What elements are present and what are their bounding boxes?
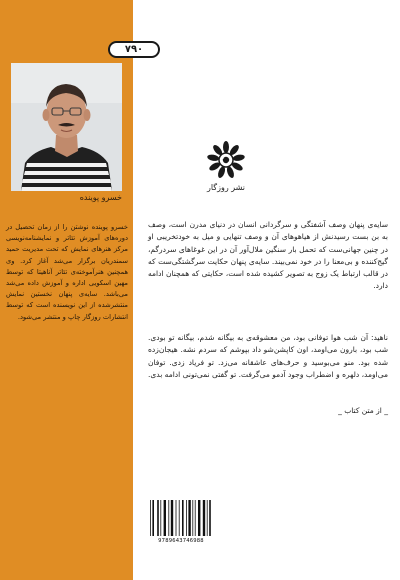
author-panel xyxy=(0,0,133,580)
barcode-bar xyxy=(203,500,205,536)
barcode-bar xyxy=(198,500,200,536)
barcode-bar xyxy=(195,500,196,536)
author-photo xyxy=(11,63,122,191)
barcode-bar xyxy=(186,500,187,536)
excerpt-source: _ از متن کتاب _ xyxy=(338,406,388,415)
barcode xyxy=(148,499,214,537)
barcode-bar xyxy=(150,500,151,536)
barcode-bar xyxy=(207,500,208,536)
barcode-bar xyxy=(188,500,190,536)
price-tag: ۷۹۰ xyxy=(108,41,160,58)
barcode-bar xyxy=(192,500,193,536)
book-blurb: سایه‌ی پنهان وصف آشفتگی و سرگردانی انسان در دنیای مدرن است، وصف به بن بست رسیدنش از هیاهوهای آن و وصف تنهایی و میل به خودتخریبی او در چنین جهانی‌ست که تحمل بار سنگین ملال‌آور آن در این غوغاهای سردرگم، گیج‌کننده و بی‌معنا را در خود نمی‌بیند. سایه‌ی پنهان حکایت سرگشتگی‌ست که در قالب ارتباط یک زوج به تصویر کشیده شده است، حکایتی که همچنان ادامه دارد. xyxy=(148,220,388,291)
barcode-bars xyxy=(148,499,214,537)
author-name-caption: خسرو پوینده xyxy=(79,193,122,202)
barcode-bar xyxy=(157,500,159,536)
publisher-name: نشر روزگار xyxy=(206,183,246,192)
barcode-bar xyxy=(168,500,169,536)
barcode-bar xyxy=(209,500,211,536)
book-excerpt: ناهید: آن شب هوا توفانی بود، من معشوقه‌ی به بیگانه شدم، بیگانه تو بودی. شب بود، بارون می‌اومد، اون کاپشن‌شو داد بپوشم که سردم نشه. هیجان‌زده شده بود. منو می‌بوسید و حرف‌های عاشقانه می‌زد. تو فریاد زدی. توفان می‌اومد، دلهره و اضطراب وجود آدمو می‌گرفت. تو گفتی نمی‌تونی ادامه بدی. xyxy=(148,333,388,379)
barcode-bar xyxy=(152,500,154,536)
isbn-number: 9789643746988 xyxy=(158,538,204,544)
barcode-bar xyxy=(176,500,177,536)
barcode-bar xyxy=(160,500,161,536)
barcode-bar xyxy=(171,500,173,536)
author-bio: خسرو پوینده نوشتن را از زمان تحصیل در دوره‌های آموزش تئاتر و نمایشنامه‌نویسی مرکز هنرهای نمایش که تحت مدیریت حمید سمندریان برگزار می‌شد آغاز کرد. وی همچنین هنرآموخته‌ی تئاتر آناهیتا که توسط مهین اسکویی اداره و آموزش داده می‌شد می‌باشد. سایه‌ی پنهان نخستین نمایش منتشرشده از این نویسنده است که توسط انتشارات روزگار چاپ و منتشر می‌شود. xyxy=(6,223,128,321)
barcode-bar xyxy=(182,500,184,536)
barcode-bar xyxy=(164,500,166,536)
barcode-bar xyxy=(179,500,180,536)
author-portrait-image xyxy=(11,63,122,191)
sunflower-logo-icon xyxy=(206,140,246,180)
